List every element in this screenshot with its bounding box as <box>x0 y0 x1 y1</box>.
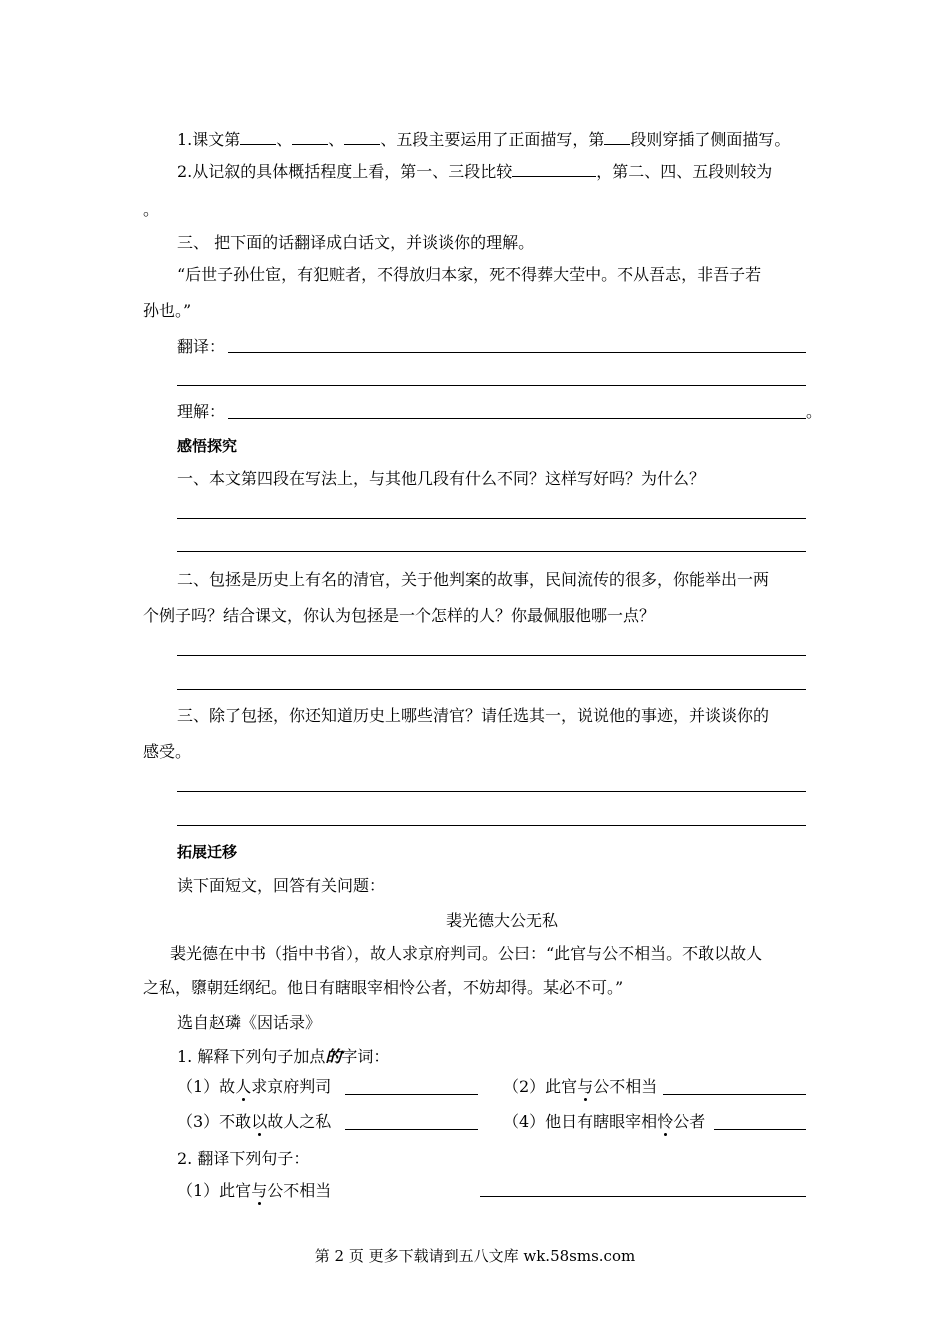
dotted-char: 人 <box>235 1077 252 1096</box>
answer-line[interactable] <box>480 1196 806 1197</box>
q2-end: 。 <box>143 200 160 219</box>
passage-line-2: 之私，隳朝廷纲纪。他日有瞎眼宰相怜公者，不妨却得。某必不可。” <box>143 978 624 997</box>
passage-source: 选自赵璘《因话录》 <box>177 1013 322 1032</box>
blank[interactable] <box>292 128 328 145</box>
dotted-char: 与 <box>251 1181 268 1200</box>
understand-label: 理解： <box>177 402 226 421</box>
question-1 <box>177 128 790 150</box>
q2-text-a: 2.从记叙的具体概括程度上看，第一、三段比较 <box>177 162 513 181</box>
section-3-title: 三、 把下面的话翻译成白话文，并谈谈你的理解。 <box>177 233 535 252</box>
item-text: （2）此官 <box>503 1077 578 1096</box>
passage-line-1: 裴光德在中书（指中书省），故人求京府判司。公曰：“此官与公不相当。不敢以故人 <box>170 944 763 963</box>
answer-line[interactable] <box>177 791 806 792</box>
tuozhan-heading: 拓展迁移 <box>177 843 238 861</box>
q1-label: 1. 解释下列句子加点 <box>177 1047 326 1066</box>
item-4 <box>503 1112 705 1132</box>
item-text: （3）不敢 <box>177 1112 252 1131</box>
passage-title: 裴光德大公无私 <box>446 911 559 930</box>
tuozhan-q1 <box>177 1047 389 1067</box>
ganwu-q3-line1: 三、除了包拯，你还知道历史上哪些清官？请任选其一，说说他的事迹，并谈谈你的 <box>177 706 770 725</box>
dotted-char: 以 <box>251 1112 268 1131</box>
item-text: 公不相当 <box>267 1181 332 1200</box>
dotted-char: 怜 <box>657 1112 674 1131</box>
ganwu-q3-line2: 感受。 <box>143 742 192 761</box>
item-text: 公不相当 <box>593 1077 658 1096</box>
sep: 、 <box>328 130 345 149</box>
answer-line[interactable] <box>177 385 806 386</box>
answer-line[interactable] <box>345 1094 478 1095</box>
answer-line[interactable] <box>177 825 806 826</box>
q1-label-end: 字词： <box>341 1047 390 1066</box>
sep: 、 <box>276 130 293 149</box>
item-3 <box>177 1112 331 1132</box>
q1-text-c: 段则穿插了侧面描写。 <box>630 130 791 149</box>
tuozhan-intro: 读下面短文，回答有关问题： <box>177 876 386 895</box>
blank[interactable] <box>344 128 380 145</box>
q1-emph: 的 <box>325 1047 342 1066</box>
answer-line[interactable] <box>345 1129 478 1130</box>
ganwu-heading: 感悟探究 <box>177 437 238 455</box>
q2-text-b: ，第二、四、五段则较为 <box>596 162 773 181</box>
blank[interactable] <box>240 128 276 145</box>
q2-item-1 <box>177 1181 331 1201</box>
answer-line[interactable] <box>177 518 806 519</box>
question-2 <box>177 160 772 182</box>
q1-text-b: 、五段主要运用了正面描写，第 <box>380 130 605 149</box>
item-text: 求京府判司 <box>251 1077 332 1096</box>
page-footer: 第 2 页 更多下载请到五八文库 wk.58sms.com <box>314 1247 636 1265</box>
ganwu-q1: 一、本文第四段在写法上，与其他几段有什么不同？这样写好吗？为什么？ <box>177 469 706 488</box>
answer-line[interactable] <box>177 551 806 552</box>
ganwu-q2-line1: 二、包拯是历史上有名的清官，关于他判案的故事，民间流传的很多，你能举出一两 <box>177 570 770 589</box>
blank[interactable] <box>604 128 630 145</box>
answer-line[interactable] <box>177 689 806 690</box>
item-2 <box>503 1077 657 1097</box>
blank[interactable] <box>512 160 596 177</box>
answer-line[interactable] <box>663 1094 806 1095</box>
q1-text-a: 1.课文第 <box>177 130 241 149</box>
quote-line-2: 孙也。” <box>143 301 192 320</box>
dotted-char: 与 <box>577 1077 594 1096</box>
tuozhan-q2: 2. 翻译下列句子： <box>177 1149 310 1168</box>
item-text: （1）此官 <box>177 1181 252 1200</box>
answer-line[interactable] <box>714 1129 806 1130</box>
answer-line[interactable] <box>177 655 806 656</box>
ganwu-q2-line2: 个例子吗？结合课文，你认为包拯是一个怎样的人？你最佩服他哪一点？ <box>143 606 656 625</box>
quote-line-1: “后世子孙仕宦，有犯赃者，不得放归本家，死不得葬大茔中。不从吾志，非吾子若 <box>177 265 762 284</box>
translate-label: 翻译： <box>177 337 226 356</box>
answer-line[interactable] <box>228 352 806 353</box>
answer-line[interactable] <box>228 418 806 419</box>
item-text: （1）故 <box>177 1077 236 1096</box>
item-1 <box>177 1077 331 1097</box>
item-text: （4）他日有瞎眼宰相 <box>503 1112 658 1131</box>
item-text: 故人之私 <box>267 1112 332 1131</box>
item-text: 公者 <box>673 1112 706 1131</box>
understand-end: 。 <box>806 402 823 421</box>
